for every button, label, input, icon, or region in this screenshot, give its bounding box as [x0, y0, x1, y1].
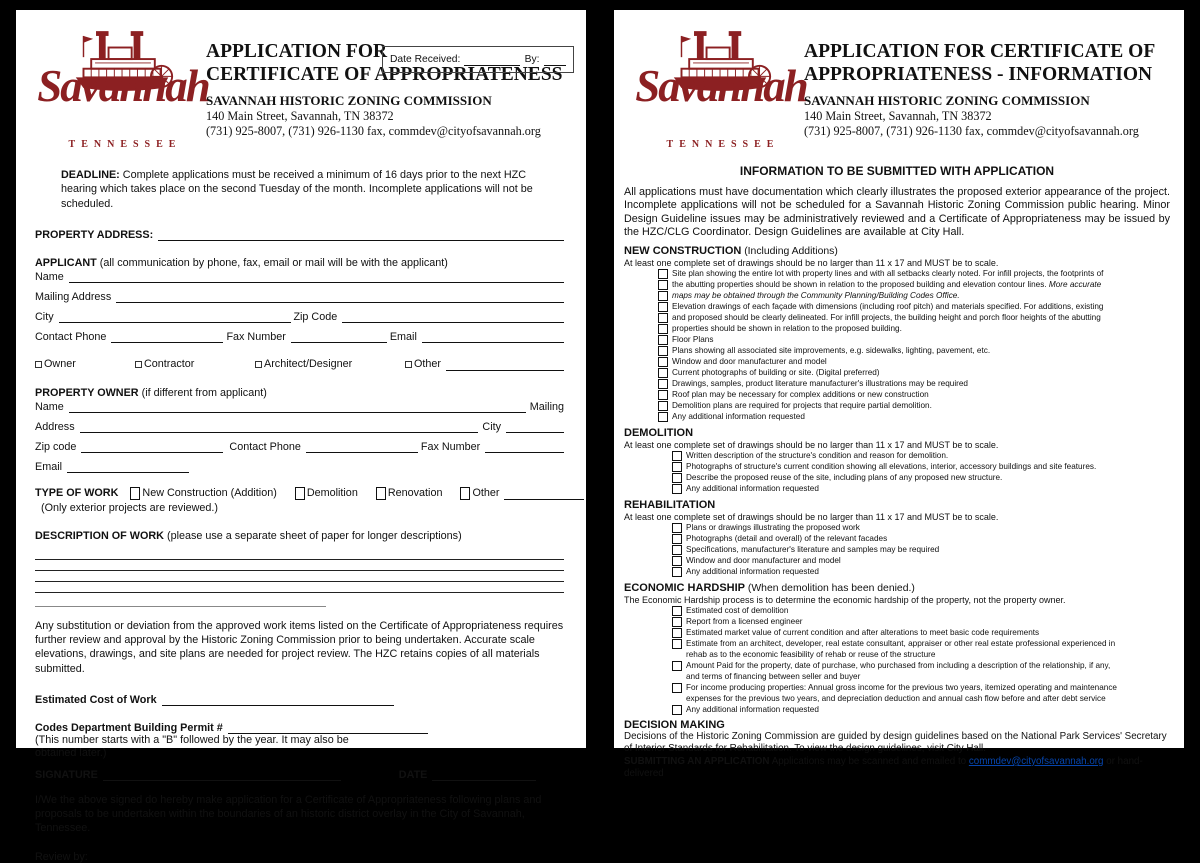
- page-title: APPLICATION FOR CERTIFICATE OF APPROPRIATENESS - INFORMATION: [804, 41, 1156, 85]
- zip-code-label: Zip code: [35, 440, 77, 453]
- checkbox[interactable]: [672, 545, 682, 555]
- description-heading-row: [35, 530, 564, 542]
- checkbox[interactable]: [658, 269, 668, 279]
- permit-note-line2: obtained later.): [35, 747, 107, 760]
- checkbox[interactable]: [658, 368, 668, 378]
- date-label: DATE: [398, 768, 428, 781]
- info-title-block: [804, 40, 1180, 139]
- declaration-paragraph: I/We the above signed do hereby make application for a Certificate of Appropriateness following plans and proposals to be undertaken within the boundaries of an historic district overlay in the City of Savannah, Tennessee.: [35, 793, 542, 835]
- checkbox[interactable]: [672, 451, 682, 461]
- checkbox-spacer: [672, 672, 682, 682]
- date-received-field[interactable]: [464, 54, 519, 66]
- section-heading-row: [624, 245, 1170, 257]
- form-body: [16, 168, 586, 863]
- info-sections: [624, 245, 1170, 715]
- submitting-text-after: or hand-delivered: [624, 755, 1143, 779]
- info-section: [624, 427, 1170, 494]
- checklist-item: [658, 323, 1170, 334]
- checklist-item-text: and proposed should be clearly delineated. For infill projects, the building height and porch floor heights of the abutting: [672, 312, 1101, 322]
- checkbox[interactable]: [658, 357, 668, 367]
- logo-state-label: TENNESSEE: [666, 139, 780, 150]
- checklist-item-text: Any additional information requested: [686, 704, 819, 714]
- description-line[interactable]: [35, 570, 564, 571]
- role-option-other: Other: [405, 358, 441, 370]
- role-option-owner: Owner: [35, 358, 135, 370]
- checklist-item: [672, 472, 1170, 483]
- checklist-item: [672, 483, 1170, 494]
- info-section: [624, 582, 1170, 715]
- applicant-phone-field[interactable]: [111, 329, 223, 343]
- section-heading: REHABILITATION: [624, 498, 716, 511]
- applicant-zip-field[interactable]: [342, 309, 564, 323]
- checklist-item: [658, 356, 1170, 367]
- owner-heading: PROPERTY OWNER: [35, 386, 139, 399]
- owner-name-field[interactable]: [69, 399, 526, 413]
- tow-option-demolition: Demolition: [295, 487, 358, 500]
- checklist-item: [658, 290, 1170, 301]
- checkbox[interactable]: [672, 534, 682, 544]
- submitting-heading: SUBMITTING AN APPLICATION: [624, 755, 770, 767]
- applicant-mailing-row: [35, 289, 564, 303]
- form-header: [16, 10, 586, 156]
- checklist-item: [672, 461, 1170, 472]
- owner-fax-field[interactable]: [485, 439, 564, 453]
- checklist-item-text: Amount Paid for the property, date of purchase, who purchased from including a description of the relationship, if any,: [686, 660, 1111, 670]
- contractor-checkbox[interactable]: [135, 361, 142, 368]
- date-field[interactable]: [432, 767, 536, 781]
- checkbox-spacer: [672, 650, 682, 660]
- section-subheading: At least one complete set of drawings should be no larger than 11 x 17 and MUST be to scale.: [624, 257, 999, 268]
- checklist-item: [672, 566, 1170, 577]
- org-address: 140 Main Street, Savannah, TN 38372: [206, 109, 394, 123]
- checklist-item: [672, 605, 1170, 616]
- org-contact: (731) 925-8007, (731) 926-1130 fax, commdev@cityofsavannah.org: [804, 123, 1139, 138]
- section-subheading: At least one complete set of drawings should be no larger than 11 x 17 and MUST be to scale.: [624, 511, 999, 522]
- checkbox[interactable]: [672, 705, 682, 715]
- checklist-item: [672, 522, 1170, 533]
- checklist-item: [658, 334, 1170, 345]
- savannah-logo: [626, 30, 816, 152]
- checkbox[interactable]: [658, 379, 668, 389]
- substitution-paragraph: Any substitution or deviation from the approved work items listed on the Certificate of Appropriateness requires further review and approval by the Historic Zoning Commission prior to being undertaken. Accurate scale elevations, drawings, and site plans are needed for project review. The HZC retains copies of all materials submitted.: [35, 619, 564, 675]
- checklist-item: [672, 671, 1170, 682]
- decision-making-text: Decisions of the Historic Zoning Commission are guided by design guidelines based on the National Park Services' Secretary of Interior Standards for Rehabilitation. To view the design guidelines, visit City Hall.: [624, 730, 1167, 754]
- renovation-checkbox[interactable]: [376, 487, 386, 500]
- checkbox[interactable]: [672, 617, 682, 627]
- checklist-item-text: Floor Plans: [672, 334, 714, 344]
- date-received-label: Date Received:: [390, 54, 461, 65]
- checklist-item: [672, 693, 1170, 704]
- org-name: SAVANNAH HISTORIC ZONING COMMISSION: [804, 93, 1090, 108]
- checklist-item: [672, 627, 1170, 638]
- checklist-item-text: Any additional information requested: [672, 411, 805, 421]
- property-address-row: [35, 227, 564, 241]
- checklist-item: [658, 400, 1170, 411]
- owner-email-row: [35, 459, 564, 473]
- applicant-note: (all communication by phone, fax, email or mail will be with the applicant): [99, 256, 448, 269]
- checklist-item-text: Photographs (detail and overall) of the relevant facades: [686, 533, 888, 543]
- checklist-item-text: Report from a licensed engineer: [686, 616, 803, 626]
- architect-checkbox[interactable]: [255, 361, 262, 368]
- zip-code-label: Zip Code: [293, 310, 338, 323]
- checklist-item: [658, 378, 1170, 389]
- description-line-short[interactable]: [35, 606, 326, 607]
- checkbox[interactable]: [658, 335, 668, 345]
- information-page: [614, 10, 1184, 779]
- name-label: Name: [35, 400, 64, 413]
- date-received-by-label: By:: [524, 54, 540, 65]
- checklist-item: [658, 389, 1170, 400]
- checklist-item: [672, 544, 1170, 555]
- contact-phone-label: Contact Phone: [35, 330, 107, 343]
- mailing-label: Mailing: [529, 400, 564, 413]
- checkbox[interactable]: [658, 412, 668, 422]
- owner-email-field[interactable]: [67, 459, 189, 473]
- checklist-item-text: Written description of the structure's condition and reason for demolition.: [686, 450, 949, 460]
- deadline-notice: [61, 168, 556, 211]
- checklist-item: [658, 279, 1170, 290]
- role-option-contractor: Contractor: [135, 358, 255, 370]
- owner-city-field[interactable]: [506, 419, 564, 433]
- description-line[interactable]: [35, 581, 564, 582]
- checklist-item-text: Plans or drawings illustrating the proposed work: [686, 522, 860, 532]
- section-heading: DEMOLITION: [624, 426, 694, 439]
- checklist-item-text: Drawings, samples, product literature manufacturer's illustrations may be required: [672, 378, 968, 388]
- new-construction-checkbox[interactable]: [130, 487, 140, 500]
- checklist-item-text: Photographs of structure's current condition showing all elevations, interior, accessory buildings and site features.: [686, 461, 1097, 471]
- date-received-by-field[interactable]: [544, 54, 566, 66]
- checklist-item-text: Estimated cost of demolition: [686, 605, 789, 615]
- checklist-item: [672, 450, 1170, 461]
- checklist-item: [672, 555, 1170, 566]
- checkbox[interactable]: [672, 628, 682, 638]
- checklist-item-text: Plans showing all associated site improvements, e.g. sidewalks, lighting, pavement, etc.: [672, 345, 991, 355]
- checklist-item: [672, 682, 1170, 693]
- owner-heading-row: [35, 387, 564, 399]
- review-by-label: Review by:: [35, 851, 88, 863]
- checklist-item: [672, 638, 1170, 649]
- permit-field[interactable]: [228, 720, 428, 734]
- applicant-city-row: [35, 309, 564, 323]
- checklist-item: [658, 312, 1170, 323]
- owner-note: (if different from applicant): [141, 386, 267, 399]
- owner-address-field[interactable]: [80, 419, 479, 433]
- applicant-heading-row: [35, 257, 564, 269]
- section-heading-row: [624, 427, 1170, 439]
- submitting-section: [624, 756, 1170, 780]
- permit-row: [35, 720, 564, 734]
- estimated-cost-field[interactable]: [162, 692, 394, 706]
- checklist-item: [672, 533, 1170, 544]
- tow-option-renovation: Renovation: [376, 487, 443, 500]
- name-label: Name: [35, 270, 64, 283]
- info-body: [614, 164, 1184, 780]
- applicant-name-row: [35, 269, 564, 283]
- checkbox[interactable]: [658, 401, 668, 411]
- checkbox[interactable]: [658, 280, 668, 290]
- property-address-label: PROPERTY ADDRESS:: [35, 228, 154, 241]
- checkbox[interactable]: [672, 556, 682, 566]
- city-label: City: [35, 310, 54, 323]
- permit-note-line1: (This number starts with a "B" followed by the year. It may also be: [35, 733, 349, 746]
- checkbox[interactable]: [672, 639, 682, 649]
- checkbox[interactable]: [658, 291, 668, 301]
- contact-phone-label: Contact Phone: [229, 440, 301, 453]
- deadline-text: Complete applications must be received a minimum of 16 days prior to the next HZC hearing which takes place on the second Tuesday of the month. Incomplete applications will not be scheduled.: [61, 169, 533, 210]
- checklist-item: [658, 411, 1170, 422]
- checkbox[interactable]: [672, 567, 682, 577]
- address-label: Address: [35, 420, 75, 433]
- checklist-item-text: the abutting properties should be shown in relation to the proposed building and elevation contour lines. More accurate: [672, 279, 1102, 289]
- description-note: (please use a separate sheet of paper for longer descriptions): [166, 529, 462, 542]
- checklist-item-text: Demolition plans are required for projects that require partial demolition.: [672, 400, 932, 410]
- fax-number-label: Fax Number: [420, 440, 481, 453]
- org-name: SAVANNAH HISTORIC ZONING COMMISSION: [206, 93, 492, 108]
- checkbox[interactable]: [672, 473, 682, 483]
- checkbox[interactable]: [672, 661, 682, 671]
- checkbox[interactable]: [672, 484, 682, 494]
- page-title: APPLICATION FOR CERTIFICATE OF APPROPRIATENESS: [206, 41, 563, 85]
- checklist-item-text: maps may be obtained through the Community Planning/Building Codes Office.: [672, 290, 960, 300]
- checklist-item-text: and terms of financing between seller and buyer: [686, 671, 861, 681]
- info-section: [624, 499, 1170, 577]
- info-intro: All applications must have documentation which clearly illustrates the proposed exterior appearance of the project. Incomplete applications will not be scheduled for a Savannah Historic Zoning Commission public hearing. Minor Design Guideline issues may be administratively reviewed and a Certificate of Appropriateness may be issued by the HZC/CLG Coordinator. Design Guidelines are available at City Hall.: [624, 186, 1170, 239]
- info-heading: INFORMATION TO BE SUBMITTED WITH APPLICATION: [739, 164, 1055, 178]
- owner-zip-field[interactable]: [81, 439, 223, 453]
- applicant-city-field[interactable]: [59, 309, 292, 323]
- checklist-item-text: Roof plan may be necessary for complex additions or new construction: [672, 389, 929, 399]
- section-subheading: At least one complete set of drawings should be no larger than 11 x 17 and MUST be to scale.: [624, 439, 999, 450]
- email-label: Email: [35, 460, 62, 473]
- estimated-cost-label: Estimated Cost of Work: [35, 693, 157, 706]
- role-other-checkbox[interactable]: [405, 361, 412, 368]
- checklist-item-text: properties should be shown in relation to the proposed building.: [672, 323, 902, 333]
- org-contact: (731) 925-8007, (731) 926-1130 fax, commdev@cityofsavannah.org: [206, 123, 541, 138]
- checklist-item-text: Any additional information requested: [686, 566, 819, 576]
- logo-state-label: TENNESSEE: [68, 139, 182, 150]
- signature-field[interactable]: [103, 767, 341, 781]
- section-note: (Including Additions): [741, 245, 838, 257]
- application-form-page: [16, 10, 586, 863]
- checkbox[interactable]: [658, 302, 668, 312]
- checklist-item: [672, 616, 1170, 627]
- type-of-work-row: [35, 487, 564, 500]
- owner-checkbox[interactable]: [35, 361, 42, 368]
- checklist-item-text: Window and door manufacturer and model: [672, 356, 827, 366]
- logo-wordmark: Savannah: [37, 61, 209, 111]
- description-heading: DESCRIPTION OF WORK: [35, 529, 164, 542]
- tow-other-checkbox[interactable]: [460, 487, 470, 500]
- date-received-box: [382, 46, 574, 73]
- checklist-item: [672, 649, 1170, 660]
- checkbox[interactable]: [672, 606, 682, 616]
- info-header: [614, 10, 1184, 156]
- checklist-item: [672, 704, 1170, 715]
- decision-making-heading: DECISION MAKING: [624, 718, 725, 731]
- checklist-item-text: Site plan showing the entire lot with property lines and with all setbacks clearly noted. For infill projects, the footprints of: [672, 268, 1104, 278]
- checklist-item-text: Any additional information requested: [686, 483, 819, 493]
- owner-name-row: [35, 399, 564, 413]
- description-line[interactable]: [35, 559, 564, 560]
- tow-option-other: Other: [460, 487, 499, 500]
- checklist-item-text: Elevation drawings of each façade with dimensions (including roof pitch) and materials specified. For additions, existing: [672, 301, 1104, 311]
- mailing-address-label: Mailing Address: [35, 290, 112, 303]
- checkbox[interactable]: [672, 462, 682, 472]
- tow-option-new-construction: New Construction (Addition): [130, 487, 276, 500]
- checklist-item: [658, 268, 1170, 279]
- checkbox-spacer: [672, 694, 682, 704]
- section-heading-row: [624, 582, 1170, 594]
- checklist-item-text: Current photographs of building or site. (Digital preferred): [672, 367, 880, 377]
- checklist-item: [658, 367, 1170, 378]
- checklist-item-text: Estimate from an architect, developer, real estate consultant, appraiser or other real estate professional experienced in: [686, 638, 1116, 648]
- checklist-item-text: Describe the proposed reuse of the site, including plans of any proposed new structure.: [686, 472, 1003, 482]
- demolition-checkbox[interactable]: [295, 487, 305, 500]
- role-other-field[interactable]: [446, 358, 564, 371]
- applicant-email-field[interactable]: [422, 329, 564, 343]
- section-subheading: The Economic Hardship process is to determine the economic hardship of the property, not the property owner.: [624, 594, 1066, 605]
- description-line[interactable]: [35, 592, 564, 593]
- applicant-heading: APPLICANT: [35, 256, 97, 269]
- checklist-item-text: expenses for the previous two years, and depreciation deduction and annual cash flow before and after debt service: [686, 693, 1106, 703]
- signature-row: [35, 767, 564, 781]
- section-note: (When demolition has been denied.): [745, 582, 915, 594]
- section-heading-row: [624, 499, 1170, 511]
- info-section: [624, 245, 1170, 422]
- fax-number-label: Fax Number: [226, 330, 286, 343]
- estimated-cost-row: [35, 692, 564, 706]
- owner-zip-row: [35, 439, 564, 453]
- savannah-logo: [28, 30, 218, 152]
- checkbox[interactable]: [672, 683, 682, 693]
- section-heading: ECONOMIC HARDSHIP: [624, 581, 746, 594]
- checklist-item: [672, 660, 1170, 671]
- type-of-work-note: (Only exterior projects are reviewed.): [41, 501, 219, 514]
- checkbox[interactable]: [658, 346, 668, 356]
- email-link[interactable]: commdev@cityofsavannah.org: [968, 755, 1104, 767]
- city-label: City: [482, 420, 501, 433]
- checklist-item: [658, 345, 1170, 356]
- email-label: Email: [389, 330, 417, 343]
- applicant-role-row: [35, 358, 564, 371]
- applicant-contact-row: [35, 329, 564, 343]
- deadline-label: DEADLINE:: [61, 169, 120, 181]
- org-address: 140 Main Street, Savannah, TN 38372: [804, 109, 992, 123]
- owner-address-row: [35, 419, 564, 433]
- checklist-item-text: Window and door manufacturer and model: [686, 555, 841, 565]
- checklist-item-text: rehab as to the economic feasibility of rehab or reuse of the structure: [686, 649, 936, 659]
- property-address-field[interactable]: [158, 227, 564, 241]
- signature-label: SIGNATURE: [35, 768, 98, 781]
- checkbox[interactable]: [658, 313, 668, 323]
- checklist-item-text: Specifications, manufacturer's literature and samples may be required: [686, 544, 940, 554]
- section-heading: NEW CONSTRUCTION: [624, 244, 742, 257]
- role-option-architect: Architect/Designer: [255, 358, 405, 370]
- applicant-name-field[interactable]: [69, 269, 564, 283]
- checkbox[interactable]: [672, 523, 682, 533]
- submitting-text-before: Applications may be scanned and emailed to: [771, 755, 967, 767]
- applicant-mailing-field[interactable]: [116, 289, 564, 303]
- logo-wordmark: Savannah: [635, 61, 807, 111]
- tow-other-field[interactable]: [504, 487, 584, 500]
- checkbox[interactable]: [658, 390, 668, 400]
- type-of-work-heading: TYPE OF WORK: [35, 487, 119, 500]
- applicant-fax-field[interactable]: [291, 329, 387, 343]
- checkbox[interactable]: [658, 324, 668, 334]
- checklist-item-text: For income producing properties: Annual gross income for the previous two years, itemized operating and maintenance: [686, 682, 1117, 692]
- checklist-item: [658, 301, 1170, 312]
- owner-phone-field[interactable]: [306, 439, 418, 453]
- decision-making-section: [624, 719, 1170, 755]
- permit-label: Codes Department Building Permit #: [35, 721, 223, 734]
- checklist-item-text: Estimated market value of current condition and after alterations to meet basic code requirements: [686, 627, 1040, 637]
